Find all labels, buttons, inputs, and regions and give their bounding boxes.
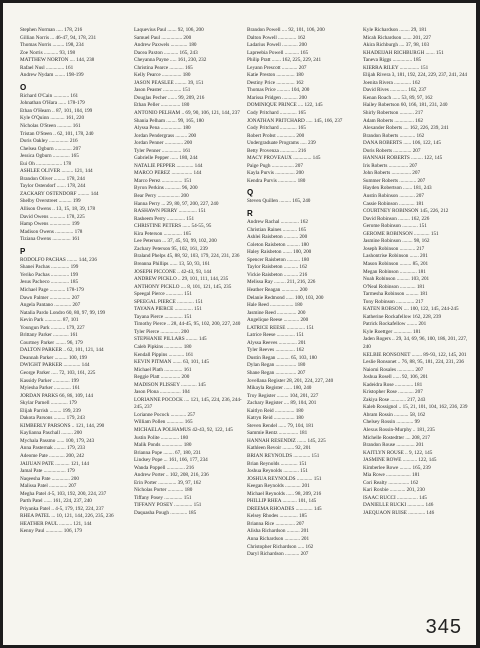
- index-entry: DALTON PARKER .. 62, 101, 121, 144: [20, 347, 104, 354]
- index-entry: Stephen Norman ..... 178, 216: [20, 27, 83, 33]
- index-entry: Nicholas Porter ............ 180: [134, 487, 193, 494]
- index-entry: Zoe Norris ........... 93, 198: [20, 49, 76, 56]
- index-entry: Christian Raines ........... 165: [247, 226, 307, 233]
- index-entry: Zachary Register .... 89, 104, 201: [247, 400, 317, 407]
- index-entry: Dakota Parsons ......... 179, 243: [20, 415, 85, 422]
- index-entry: O'Neal Robinson ............ 181: [363, 283, 425, 290]
- index-entry: Jamal Pate ................. 179: [20, 468, 75, 475]
- index-entry: Braland Phelps 45, 88, 92, 103, 179, 224, 231, 236: [134, 253, 240, 260]
- index-entry: Brandon Powell .... 92, 101, 106, 200: [247, 27, 325, 33]
- index-entry: Haley Raisbeton ....... 100, 200: [247, 249, 312, 256]
- index-entry: Cheyanna Payne ..... 161, 230, 232: [134, 57, 207, 64]
- index-entry: Gabrielle Pepper ...... 180, 244: [134, 155, 198, 162]
- index-entry: Yeriko Pachas .............. 199: [20, 271, 79, 278]
- index-entry: Byron Perkins ............ 96, 200: [134, 185, 198, 192]
- index-entry: Jovellana Register 28, 201, 224, 227, 240: [247, 377, 334, 384]
- index-entry: George Parker ..... 72, 103, 161, 225: [20, 369, 96, 376]
- index-entry: Deannah Parker .......... 100, 199: [20, 354, 87, 361]
- index-entry: Michael Reynolds ...... 98, 209, 216: [247, 490, 322, 497]
- index-entry: Brandon Rouse .............. 201: [363, 442, 424, 449]
- index-entry: Kelsey Rhodes .............. 185: [247, 513, 307, 520]
- index-entry: Coleton Raisbeton .......... 180: [247, 241, 309, 248]
- index-entry: Joshua Rosell ...... 92, 106, 201: [363, 374, 428, 381]
- index-entry: Kassidy Parker ............. 199: [20, 377, 79, 384]
- index-entry: Patrick Rockafellow ........ 201: [363, 321, 427, 328]
- index-entry: MATTHEW NORTON .... 144, 238: [20, 57, 95, 64]
- index-entry: MARCO PEREZ ................ 144: [134, 170, 202, 177]
- index-entry: Tiziana Owens .............. 161: [20, 236, 80, 243]
- index-entry: JASON PEASLEE ......... 39, 151: [134, 79, 204, 86]
- index-entry: John Roberts ............... 207: [363, 170, 421, 177]
- index-entry: Anna Richardson ............ 201: [247, 536, 310, 542]
- index-entry: Delanie Redmond ...... 100, 103, 200: [247, 294, 324, 301]
- index-entry: Kaylianna Paschall ......... 200: [20, 430, 82, 437]
- index-entry: Kimberlee Rowe ......... 165, 239: [363, 464, 431, 471]
- index-entry: Christopher Richardson ..... 162: [247, 543, 314, 550]
- index-entry: Malik Ponds ................ 180: [134, 442, 192, 449]
- index-entry: Dawn Palmer ................ 207: [20, 294, 80, 301]
- index-entry: David Owens ............ 178, 225: [20, 213, 85, 220]
- index-entry: Kadeidra Rose .............. 181: [363, 381, 423, 388]
- index-entry: KIMBERLY PARSONS .. 121, 144, 290: [20, 422, 105, 429]
- index-entry: Marco Perez ................ 151: [134, 177, 192, 184]
- index-entry: JONATHAN PRITCHARD ..... 145, 166, 237: [247, 117, 343, 124]
- index-entry: Tiffany Posey .............. 151: [134, 494, 192, 501]
- index-entry: HANNAH ROBERTS ......... 122, 145: [363, 155, 443, 162]
- index-entry: Thomas Price .......... 104, 200: [247, 87, 310, 94]
- index-entry: Tony Robinson .............. 217: [363, 298, 424, 305]
- index-entry: Tyler Reeves ............... 162: [247, 347, 304, 354]
- index-entry: Katryn Reid ................ 180: [247, 415, 304, 422]
- index-entry: Courtney Parker ........ 96, 179: [20, 339, 83, 346]
- section-letter: R: [247, 209, 253, 219]
- index-entry: Tristan O'Steen .. 62, 101, 178, 240: [20, 130, 94, 137]
- index-entry: ASHLEE OLIVER ......... 121, 144: [20, 168, 93, 175]
- index-entry: DWIGHT PARKER ............. 144: [20, 362, 90, 369]
- index-entry: Jordan Penner .............. 200: [134, 140, 193, 147]
- index-entry: KIERRA RILEY ............... 151: [363, 64, 429, 71]
- index-entry: HANNAH RESENDIZ ....... 145, 225: [247, 437, 326, 444]
- index-entry: RHEA PATEL ... 10, 121, 144, 226, 235, 236: [20, 513, 114, 520]
- index-entry: DOMINIQUE PRINCE .... 122, 145: [247, 102, 323, 109]
- index-entry: Doris Oakley ............... 216: [20, 138, 78, 145]
- index-entry: Natalia Pardo Londro 60, 80, 97, 99, 199: [20, 309, 106, 316]
- index-entry: Abram Rossin ........... 58, 162: [363, 411, 426, 418]
- index-entry: Noah Robinson .......... 103, 201: [363, 276, 430, 283]
- index-entry: Parth Patel ...... 161, 224, 237, 240: [20, 498, 92, 505]
- index-entry: Paige Pugh ................. 207: [247, 162, 303, 169]
- index-entry: Megha Patel 4-5, 103, 192, 200, 224, 237: [20, 490, 107, 497]
- index-entry: STEPHANIE PILLARS ......... 145: [134, 336, 207, 343]
- index-entry: William Pollen ............. 165: [134, 419, 193, 426]
- section-letter: P: [20, 246, 26, 256]
- index-entry: KATEN ROBSON .... 100, 122, 145, 244-245: [363, 306, 459, 313]
- index-entry: Kyle Roettger .............. 181: [363, 328, 421, 335]
- index-entry: GEROME ROBINSON ............ 151: [363, 230, 439, 237]
- index-entry: Sammie Rentz ............... 181: [247, 430, 308, 437]
- index-entry: Robert Probst .............. 200: [247, 132, 305, 139]
- index-entry: Austin Robinson ............ 207: [363, 193, 424, 200]
- index-entry: Eui Oh .................... 178: [20, 160, 72, 167]
- index-entry: Shane Regan ................ 207: [247, 369, 306, 376]
- index-entry: ANTONIO PELHAM .. 69, 90, 106, 121, 144, 237: [134, 110, 240, 117]
- index-entry: Chelsey Rossin ............. 99: [363, 419, 420, 426]
- index-entry: Melissa Ray ......... 211, 216, 226: [247, 279, 316, 286]
- index-entry: Dylan Regan ................ 180: [247, 362, 306, 369]
- index-entry: Dalton Powell .............. 162: [247, 34, 306, 41]
- index-entry: Elijah Parrish ......... 199, 239: [20, 407, 81, 414]
- index-entry: Naqeesha Pate .............. 200: [20, 475, 79, 482]
- index-entry: Brittany Parker ............ 161: [20, 332, 78, 339]
- index-entry: Thomas Norris ......... 198, 234: [20, 42, 84, 49]
- index-entry: Kari Roxbie ............ 201, 230: [363, 487, 425, 494]
- index-entry: Kenan Roach ...... 53, 89, 97, 162: [363, 94, 433, 101]
- index-entry: Keegan Reynolds ............ 201: [247, 483, 310, 490]
- index-entry: Philip Pratt ....... 162, 225, 229, 241: [247, 57, 322, 64]
- index-entry: Steven Quillen ......... 165, 240: [247, 198, 311, 205]
- index-entry: Lee Peterson ... 37, 45, 93, 99, 102, 200: [134, 238, 217, 245]
- index-entry: Cori Realty ................ 162: [363, 479, 419, 486]
- index-entry: Andrew Paxwels ............. 180: [134, 42, 197, 49]
- index-entry: NATALIE PEPPER ............. 144: [134, 162, 203, 169]
- index-entry: Shania Pelham ........ 99, 165, 180: [134, 117, 204, 124]
- index-entry: Leyann Prescott ............ 207: [247, 64, 307, 71]
- index-entry: Hale Reed .................. 180: [247, 302, 303, 309]
- index-entry: Hailey Robertson 60, 166, 181, 231, 240: [363, 102, 448, 109]
- index-entry: Shirly Robertson ........... 217: [363, 110, 423, 117]
- section-letter: Q: [247, 188, 254, 198]
- index-entry: Kyle Richardson ........ 29, 181: [363, 27, 427, 33]
- index-entry: Allison Owens .. 13, 15, 18, 39, 178: [20, 206, 96, 213]
- index-entry: Ladarius Powell ............ 200: [247, 42, 307, 49]
- index-entry: Brianna Pope ........ 67, 180, 231: [134, 449, 201, 456]
- index-entry: PHILLIP RHEA ........... 101, 145: [247, 498, 317, 505]
- index-entry: Ethan Peller ............... 180: [134, 102, 190, 109]
- index-entry: Spencer Raisbeton .......... 180: [247, 256, 310, 263]
- index-entry: Richard O'Cain ............ 161: [20, 92, 79, 99]
- index-entry: Erin Porter .............. 39, 97, 162: [134, 479, 201, 486]
- index-entry: Mychala Passmo ...... 100, 179, 243: [20, 437, 95, 444]
- index-entry: Summer Roberts ............. 207: [363, 177, 426, 184]
- index-entry: Justin Polite .............. 180: [134, 434, 189, 441]
- index-entry: Dustin Regan .......... 65, 103, 180: [247, 354, 317, 361]
- index-entry: Gillian Norris ... 46-47, 94, 178, 231: [20, 34, 97, 41]
- index-entry: Alyssa Reeves .............. 201: [247, 339, 306, 346]
- index-entry: TIFFANY POSEY .............. 151: [134, 502, 202, 509]
- index-entry: DANIELLE RUCKI ............. 146: [363, 502, 434, 509]
- index-entry: Gerome Robinson ............ 151: [363, 223, 427, 230]
- index-entry: Steven Rendel ...... 79, 104, 181: [247, 422, 314, 429]
- index-entry: Rafael Nusl .............. 161: [20, 64, 74, 71]
- index-entry: Malissa Patel .............. 207: [20, 483, 77, 490]
- index-entry: Chelsea Ogburn ............. 207: [20, 145, 81, 152]
- index-entry: Anna Pasternak ......... 179, 233: [20, 445, 86, 452]
- index-entry: MACY PROVEAUX .............. 145: [247, 155, 321, 162]
- index-entry: Michael Page ............ 178-179: [20, 286, 84, 293]
- index-entry: Jasmine Reed ............... 200: [247, 309, 306, 316]
- index-entry: LORIANNE POCOCK .... 121, 145, 224, 236, 244-245, 237: [134, 396, 242, 411]
- index-entry: Reggie Platt ............... 200: [134, 374, 190, 381]
- index-entry: Alexus Rossin-Murphy .. 181, 235: [363, 426, 435, 433]
- index-entry: Adeome Pate ............ 200, 242: [20, 452, 85, 459]
- index-entry: KEVIN PITMAN ....... 63, 101, 145: [134, 359, 209, 366]
- index-entry: Leslie Ronsonet .. 76, 88, 95, 181, 224, 231, 236: [363, 359, 465, 366]
- index-entry: Tarmesha Robinson .......... 181: [363, 291, 428, 298]
- index-entry: Jaden Rogers .. 29, 34, 69, 96, 100, 186, 201, 227, 240: [363, 336, 468, 350]
- index-entry: Micah Richardson ....... 201, 227: [363, 34, 432, 41]
- index-entry: Angela Pantano ............. 207: [20, 302, 81, 309]
- index-entry: ANDREW PICKLO .. 29, 101, 111, 144, 235: [134, 276, 229, 283]
- index-entry: Cody Pritchard ............. 165: [247, 125, 306, 132]
- index-entry: Jordan Pendergrass ......... 200: [134, 132, 197, 139]
- index-entry: SPEEGAL PIERCE ............. 151: [134, 298, 203, 305]
- index-entry: Jason Plona ................ 104: [134, 389, 190, 396]
- index-entry: Kira Peterson .............. 165: [134, 230, 191, 237]
- index-page: [3, 3, 476, 645]
- index-entry: Hanna Perry ... 29, 80, 97, 200, 227, 240: [134, 200, 219, 207]
- index-entry: Kelly Pearce ............... 180: [134, 72, 191, 79]
- index-entry: Jesus Pacheco .............. 185: [20, 279, 79, 286]
- index-entry: David Robinson ......... 162, 226: [363, 215, 430, 222]
- index-entry: Betty Provenza ............. 216: [247, 147, 307, 154]
- index-entry: Adam Roberts ............... 162: [363, 117, 423, 124]
- index-entry: Jessica Ogburn ............. 165: [20, 153, 79, 160]
- index-entry: Johnathan O'Hara ...... 178-179: [20, 100, 85, 107]
- index-entry: CHRISTINE PETERS ...... 54-55, 95: [134, 223, 212, 230]
- index-entry: Kristopher Rose ............ 207: [363, 389, 423, 396]
- index-entry: Joseph Robinson ............ 217: [363, 245, 425, 252]
- section-letter: O: [20, 82, 27, 92]
- index-entry: Lapreebia Powell ........... 165: [247, 49, 309, 56]
- index-entry: Andrew Rachal .............. 162: [247, 219, 308, 226]
- index-entry: Alisha Richardson .......... 201: [247, 528, 309, 535]
- index-entry: Kathleen Revoir ......... 92, 201: [247, 445, 311, 452]
- index-entry: Wanda Poppell .............. 216: [134, 464, 194, 471]
- index-entry: Megan Robinson ............. 181: [363, 268, 426, 275]
- index-entry: Destiny Price .............. 162: [247, 79, 304, 86]
- index-entry: KHADEIJAH RICHBURGH ....... 151: [363, 49, 444, 56]
- index-entry: Iris Roberts ............... 207: [363, 162, 418, 169]
- index-entry: Joshua Reynolds ............ 151: [247, 468, 308, 475]
- index-entry: Kevin Park ............. 87, 101: [20, 317, 79, 324]
- index-entry: RASHAWN PERRY .............. 151: [134, 208, 206, 215]
- index-entry: Michelle Rostedtter .... 208, 217: [363, 434, 430, 441]
- index-entry: Jasmine Robinson ........ 98, 162: [363, 238, 430, 245]
- index-entry: JAEQUAON RUISE ............. 146: [363, 510, 435, 516]
- index-entry: ANTHONY PICKLO .... 8, 101, 121, 145, 235: [134, 283, 232, 290]
- index-entry: Mikayla Register ...... 180, 240: [247, 385, 312, 392]
- index-entry: Daryl Richardson ........... 207: [247, 551, 309, 558]
- index-entry: Ethan O'Hearn .. 87, 101, 104, 199: [20, 107, 93, 114]
- index-entry: ISAAC RUCCI ................ 145: [363, 494, 427, 501]
- index-entry: Tyler Pierce ............... 200: [134, 328, 189, 335]
- index-entry: Timothy Pierce .. 28, 44-45, 95, 102, 200, 227, 240: [134, 321, 241, 328]
- index-entry: Lorianne Pocock ............ 257: [134, 411, 196, 418]
- index-entry: Brandon Oliver ......... 178, 244: [20, 175, 85, 182]
- index-entry: Zakiya Rose ............ 217, 243: [363, 396, 426, 403]
- index-entry: Katherine Rockafellow 162, 228, 239: [363, 313, 442, 320]
- index-entry: MADISON PLISSEY ............ 145: [134, 381, 206, 388]
- index-entry: Hamp Owens ................ 199: [20, 221, 80, 228]
- index-entry: Myiesha Parker ............. 161: [20, 385, 80, 392]
- index-entry: Speegal Pierce ............. 151: [134, 291, 192, 298]
- index-entry: Lashontrise Robinson ....... 201: [363, 253, 428, 260]
- index-entry: KAITLYN ROUSE .. 9, 122, 145: [363, 449, 433, 456]
- index-entry: Shanei Pachas .............. 199: [20, 264, 79, 271]
- index-entry: Caleb Pipkins .............. 180: [134, 343, 192, 350]
- index-entry: Taylor Raisbeton ........... 162: [247, 264, 308, 271]
- index-entry: LATRICE REESE .............. 151: [247, 324, 315, 331]
- index-entry: DREEMA RHOADES ............. 145: [247, 505, 322, 512]
- index-entry: Brandon Roberts ............ 162: [363, 132, 425, 139]
- index-entry: Skylar Parnell ............. 179: [20, 400, 77, 407]
- index-entry: JASMINE ROWE ........... 122, 145: [363, 457, 437, 464]
- index-entry: TAYANA PIERCE .............. 151: [134, 306, 202, 313]
- index-entry: Marissa Pridgen ............ 200: [247, 94, 307, 101]
- index-entry: Jason Peaster .............. 151: [134, 87, 191, 94]
- index-entry: Heather Reagan ............. 200: [247, 286, 308, 293]
- index-entry: Akira Richburgh .... 37, 98, 103: [363, 42, 430, 49]
- index-entry: Kenny Paul ............. 106, 179: [20, 528, 82, 535]
- index-entry: HEATHER PAUL .......... 121, 144: [20, 520, 92, 527]
- index-entry: JAIJUAN PATE ........... 121, 144: [20, 460, 89, 467]
- index-entry: COURTNEY ROBINSON 145, 226, 212: [363, 208, 449, 215]
- index-entry: Taneva Riggs ............... 185: [363, 57, 422, 64]
- index-entry: Ashlei Raisbeton ........... 200: [247, 234, 308, 241]
- index-entry: Kaitlyn Reid ............... 180: [247, 407, 304, 414]
- index-entry: MICHAELA POLHAMUS 42-43, 92, 122, 145: [134, 426, 233, 433]
- index-entry: JORDAN PARKS 66, 86, 109, 144: [20, 392, 94, 399]
- index-entry: Mia Rowe ................... 181: [363, 472, 420, 479]
- index-entry: David Rives ............. 162, 237: [363, 87, 427, 94]
- index-entry: Elijah Rivera 3, 181, 192, 224, 229, 237, 241, 244: [363, 72, 468, 79]
- index-entry: Cassie Robinson ............ 181: [363, 200, 424, 207]
- index-entry: Kendra Purvis .............. 180: [247, 177, 306, 184]
- index-entry: Angelique Reese ............ 200: [247, 317, 309, 324]
- index-entry: DANA ROBERTS ...... 106, 122, 145: [363, 140, 441, 147]
- index-entry: Katie Preston .............. 180: [247, 72, 304, 79]
- index-entry: Andrew Nydam ........ 198-199: [20, 72, 84, 79]
- index-entry: Undergraduate Programs ..... 239: [247, 140, 316, 147]
- index-column: [247, 27, 355, 559]
- index-entry: Shelby Overstreet .......... 199: [20, 198, 81, 205]
- index-entry: Brian Reynolds ............. 151: [247, 460, 307, 467]
- index-entry: Samuel Paul ................ 200: [134, 34, 192, 41]
- index-entry: Zachary Peterson 95, 102, 161, 239: [134, 245, 208, 252]
- index-entry: JOSHUA REYNOLDS ............ 151: [247, 475, 322, 482]
- index-column: [20, 27, 128, 536]
- index-entry: Naiomi Rosales ............. 207: [363, 366, 424, 373]
- index-entry: Dacea Paxton ........... 165, 243: [134, 49, 198, 56]
- index-column: [134, 27, 242, 518]
- index-entry: Latrice Reese .............. 151: [247, 332, 304, 339]
- index-entry: Rasheem Perry .............. 151: [134, 215, 195, 222]
- page-number: 345: [425, 616, 462, 638]
- index-entry: Tayana Pierce .............. 151: [134, 313, 192, 320]
- index-entry: Taylor Ostendorf ....... 178, 244: [20, 183, 86, 190]
- index-entry: Cody Pritchard ............. 165: [247, 110, 306, 117]
- index-entry: Michael Plath .............. 161: [134, 366, 192, 373]
- index-entry: Vickie Raisbeton ........... 216: [247, 271, 308, 278]
- index-entry: Kendall Pippins ............ 161: [134, 351, 194, 358]
- index-entry: Daquasha Pough ............. 185: [134, 510, 197, 516]
- index-entry: Joenita Rivera ............. 162: [363, 79, 421, 86]
- index-entry: Christina Pearce ........... 165: [134, 64, 193, 71]
- index-entry: Kyle O'Quinn ........... 161, 220: [20, 115, 85, 122]
- index-entry: RODOLFO PACHAS ........ 144, 236: [20, 256, 97, 263]
- index-entry: Laquevius Paul ....... 92, 106, 200: [134, 27, 204, 33]
- index-entry: Breanna Phillips ...... 13, 50, 93, 161: [134, 260, 210, 267]
- index-column: [363, 27, 471, 518]
- index-entry: Youngun Park ........... 179, 227: [20, 324, 85, 331]
- index-entry: Mason Robinson ......... 85, 201: [363, 260, 429, 267]
- index-entry: BRIAN REYNOLDS ............. 151: [247, 452, 320, 459]
- index-entry: Madison Owens .............. 178: [20, 228, 83, 235]
- index-entry: Alexander Roberts .... 162, 226, 239, 241: [363, 125, 449, 132]
- index-entry: Alyssa Pena ................ 180: [134, 125, 191, 132]
- index-entry: Nicholas O'Steen ........... 161: [20, 123, 81, 130]
- index-entry: JOSEPH PICCONE .. 42-43, 93, 144: [134, 268, 212, 275]
- index-entry: Bear Perry ................. 200: [134, 193, 189, 200]
- index-entry: Lindsey Pope ... 161, 166, 177, 234: [134, 457, 208, 464]
- index-entry: Troy Register ......... 104, 201, 227: [247, 392, 319, 399]
- index-entry: Tyler Penner ............... 161: [134, 147, 191, 154]
- index-entry: Brianna Rice ............... 207: [247, 520, 305, 527]
- index-entry: Priyanka Patel .. 4-5, 179, 192, 224, 237: [20, 505, 104, 512]
- index-entry: Doris Roberts .............. 207: [363, 147, 421, 154]
- index-entry: KELBIE RONSONET ........ 89-93, 122, 145, 201: [363, 351, 467, 358]
- index-entry: Kaleb Rossignol .. 15, 21, 101, 104, 162, 236, 239: [363, 404, 468, 411]
- index-entry: Andrew Porter .. 102, 208, 216, 236: [134, 472, 209, 479]
- index-entry: Douglas Pecher ....... 99, 209, 216: [134, 94, 205, 101]
- index-entry: Kayla Purvis ............... 200: [247, 170, 304, 177]
- index-entry: ZACKARY OSTENDORF ......... 144: [20, 190, 99, 197]
- index-entry: Hayden Robertson ....... 181, 243: [363, 185, 432, 192]
